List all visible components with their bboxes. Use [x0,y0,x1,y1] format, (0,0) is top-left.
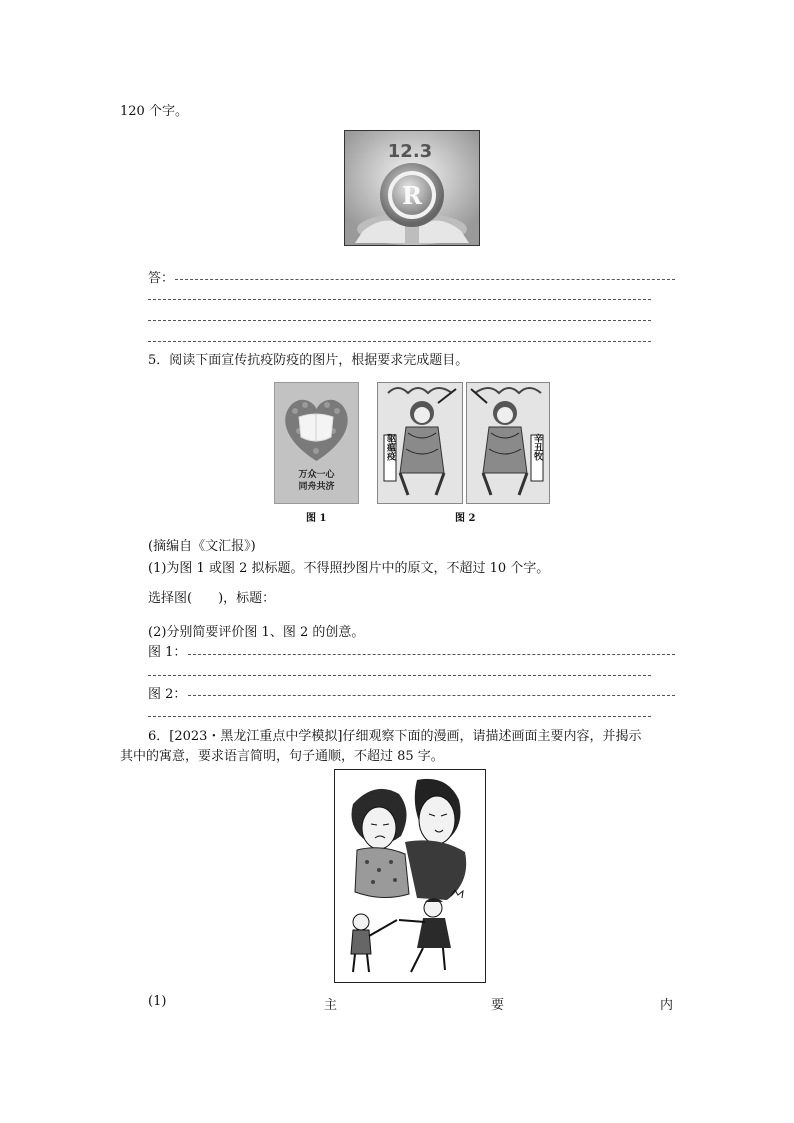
fig1-line1: 万众一心 [298,470,335,480]
fig1-answer-line-2[interactable] [148,675,651,676]
door-god-right-image [467,383,549,503]
symbol-text: R [402,181,422,210]
answer-line-1[interactable] [175,279,675,280]
answer-label: 答： [148,271,175,286]
figure-1 [274,382,359,504]
door-god-left-image [378,383,462,503]
fig2-caption: 图 2 [455,513,476,524]
figure-2-left [377,382,463,504]
fig2-answer-label: 图 2： [148,687,187,702]
bottom-sub-number: (1) [148,994,167,1009]
fig1-answer-line-1[interactable] [188,654,675,655]
sub-question-2: (2)分别简要评价图 1、图 2 的创意。 [148,625,365,640]
answer-line-3[interactable] [148,320,651,321]
fig2-right-banner: 辛丑牧 [532,433,542,461]
select-figure-prompt: 选择图( )，标题： [148,591,276,606]
family-cartoon [335,770,485,982]
source-text: (摘编自《文汇报》) [148,539,256,554]
answer-line-4[interactable] [148,341,651,342]
numbers-text: 12.3 [387,141,433,162]
figure-2-right [466,382,550,504]
bottom-char-1: 主 [324,998,338,1013]
cartoon-image [334,769,486,983]
image-12-3 [344,130,480,246]
bottom-char-3: 内 [660,998,674,1013]
fig2-answer-line-1[interactable] [188,695,675,696]
intro-text: 120 个字。 [120,104,188,119]
fig1-answer-label: 图 1： [148,645,187,660]
fig1-caption: 图 1 [306,513,327,524]
heart-mask-image [275,383,358,503]
sub-question-1: (1)为图 1 或图 2 拟标题。不得照抄图片中的原文，不超过 10 个字。 [148,561,550,576]
q5-title: 5．阅读下面宣传抗疫防疫的图片，根据要求完成题目。 [148,353,469,368]
globe-hands-image [345,131,479,245]
fig1-line2: 同舟共济 [298,482,335,492]
q6-line-1: 6．[2023・黑龙江重点中学模拟]仔细观察下面的漫画，请描述画面主要内容，并揭示 [148,729,642,744]
fig2-left-banner: 驱瘟疫 [385,433,395,461]
answer-line-2[interactable] [148,299,651,300]
bottom-char-2: 要 [491,998,505,1013]
q6-line-2: 其中的寓意，要求语言简明，句子通顺，不超过 85 字。 [120,749,444,764]
fig2-answer-line-2[interactable] [148,716,651,717]
